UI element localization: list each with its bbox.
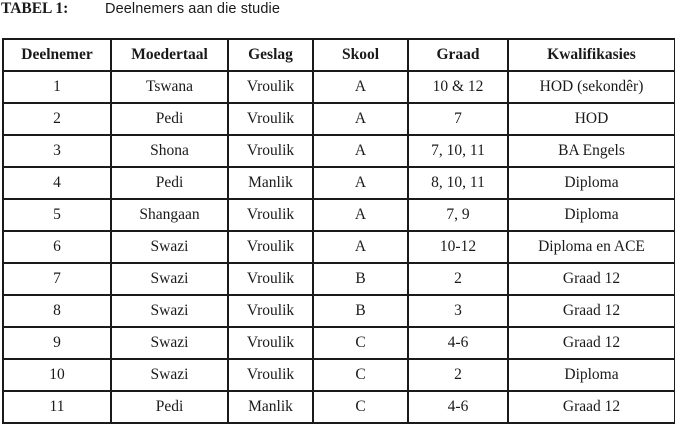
cell-geslag: Manlik: [228, 391, 313, 423]
cell-moedertaal: Swazi: [111, 295, 228, 327]
cell-geslag: Vroulik: [228, 263, 313, 295]
cell-deelnemer: 11: [3, 391, 111, 423]
cell-deelnemer: 10: [3, 359, 111, 391]
cell-geslag: Vroulik: [228, 359, 313, 391]
table-row: [3, 391, 675, 423]
cell-graad: 10 & 12: [408, 71, 508, 103]
cell-skool: C: [313, 327, 408, 359]
cell-moedertaal: Shona: [111, 135, 228, 167]
table-row: [3, 263, 675, 295]
cell-graad: 4-6: [408, 391, 508, 423]
cell-skool: A: [313, 167, 408, 199]
cell-deelnemer: 1: [3, 71, 111, 103]
cell-graad: 8, 10, 11: [408, 167, 508, 199]
cell-moedertaal: Pedi: [111, 167, 228, 199]
cell-kwalifikasies: Diploma: [508, 359, 675, 391]
cell-kwalifikasies: BA Engels: [508, 135, 675, 167]
table-row: [3, 359, 675, 391]
cell-moedertaal: Swazi: [111, 359, 228, 391]
table-caption-label: TABEL 1:: [1, 0, 69, 17]
cell-kwalifikasies: Diploma en ACE: [508, 231, 675, 263]
cell-deelnemer: 6: [3, 231, 111, 263]
cell-graad: 3: [408, 295, 508, 327]
header-deelnemer: Deelnemer: [3, 39, 111, 71]
header-graad: Graad: [408, 39, 508, 71]
table-row: [3, 231, 675, 263]
cell-skool: B: [313, 295, 408, 327]
cell-kwalifikasies: Graad 12: [508, 295, 675, 327]
cell-skool: B: [313, 263, 408, 295]
cell-skool: C: [313, 391, 408, 423]
table-row: [3, 167, 675, 199]
cell-skool: A: [313, 71, 408, 103]
cell-moedertaal: Swazi: [111, 263, 228, 295]
cell-graad: 2: [408, 263, 508, 295]
cell-moedertaal: Swazi: [111, 327, 228, 359]
table-row: [3, 199, 675, 231]
table-row: [3, 327, 675, 359]
table-row: [3, 71, 675, 103]
cell-geslag: Vroulik: [228, 231, 313, 263]
cell-deelnemer: 3: [3, 135, 111, 167]
header-geslag: Geslag: [228, 39, 313, 71]
cell-moedertaal: Pedi: [111, 391, 228, 423]
cell-deelnemer: 5: [3, 199, 111, 231]
cell-moedertaal: Swazi: [111, 231, 228, 263]
header-row: [3, 39, 675, 71]
cell-skool: C: [313, 359, 408, 391]
participants-table: [2, 38, 675, 424]
cell-geslag: Manlik: [228, 167, 313, 199]
cell-skool: A: [313, 199, 408, 231]
cell-geslag: Vroulik: [228, 327, 313, 359]
cell-moedertaal: Tswana: [111, 71, 228, 103]
cell-graad: 7, 9: [408, 199, 508, 231]
cell-geslag: Vroulik: [228, 71, 313, 103]
cell-graad: 10-12: [408, 231, 508, 263]
table-caption: [1, 0, 280, 20]
cell-kwalifikasies: Graad 12: [508, 391, 675, 423]
cell-geslag: Vroulik: [228, 295, 313, 327]
table-row: [3, 135, 675, 167]
header-kwalifikasies: Kwalifikasies: [508, 39, 675, 71]
table-header: [3, 39, 675, 71]
cell-deelnemer: 7: [3, 263, 111, 295]
cell-graad: 7: [408, 103, 508, 135]
cell-graad: 4-6: [408, 327, 508, 359]
cell-deelnemer: 2: [3, 103, 111, 135]
table-caption-text: Deelnemers aan die studie: [105, 1, 280, 17]
table-row: [3, 295, 675, 327]
cell-skool: A: [313, 103, 408, 135]
cell-kwalifikasies: Diploma: [508, 199, 675, 231]
header-moedertaal: Moedertaal: [111, 39, 228, 71]
cell-skool: A: [313, 135, 408, 167]
cell-skool: A: [313, 231, 408, 263]
header-skool: Skool: [313, 39, 408, 71]
cell-kwalifikasies: Graad 12: [508, 327, 675, 359]
table-body: [3, 71, 675, 423]
cell-kwalifikasies: HOD: [508, 103, 675, 135]
cell-geslag: Vroulik: [228, 199, 313, 231]
cell-kwalifikasies: HOD (sekondêr): [508, 71, 675, 103]
cell-geslag: Vroulik: [228, 103, 313, 135]
cell-deelnemer: 9: [3, 327, 111, 359]
cell-graad: 7, 10, 11: [408, 135, 508, 167]
cell-moedertaal: Shangaan: [111, 199, 228, 231]
cell-deelnemer: 8: [3, 295, 111, 327]
cell-kwalifikasies: Diploma: [508, 167, 675, 199]
cell-deelnemer: 4: [3, 167, 111, 199]
cell-moedertaal: Pedi: [111, 103, 228, 135]
cell-kwalifikasies: Graad 12: [508, 263, 675, 295]
cell-geslag: Vroulik: [228, 135, 313, 167]
cell-graad: 2: [408, 359, 508, 391]
table-row: [3, 103, 675, 135]
